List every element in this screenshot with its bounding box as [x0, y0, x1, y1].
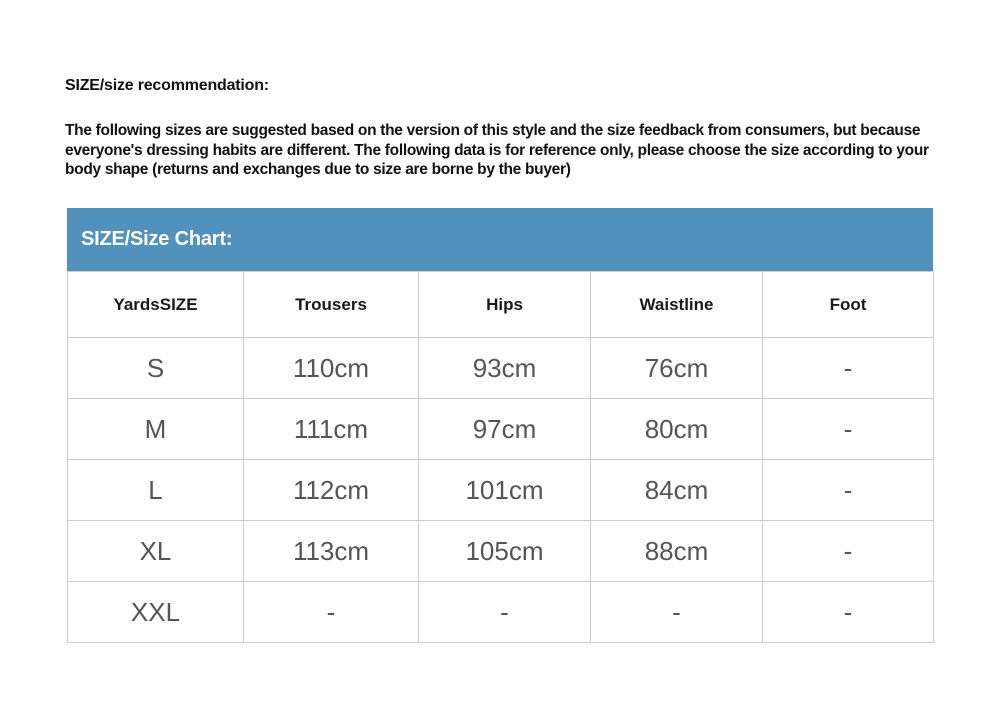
column-header-yardssize: YardsSIZE: [68, 272, 244, 338]
column-header-trousers: Trousers: [244, 272, 419, 338]
table-row: [68, 460, 934, 521]
size-label-cell: XXL: [68, 582, 244, 643]
measurement-cell: 105cm: [419, 521, 591, 582]
measurement-cell: 113cm: [244, 521, 419, 582]
column-header-waistline: Waistline: [591, 272, 763, 338]
size-label-cell: XL: [68, 521, 244, 582]
measurement-cell: -: [419, 582, 591, 643]
measurement-cell: -: [763, 582, 934, 643]
size-label-cell: M: [68, 399, 244, 460]
measurement-cell: 80cm: [591, 399, 763, 460]
table-row: [68, 521, 934, 582]
column-header-hips: Hips: [419, 272, 591, 338]
measurement-cell: 111cm: [244, 399, 419, 460]
measurement-cell: 112cm: [244, 460, 419, 521]
table-row: [68, 399, 934, 460]
size-chart-title: SIZE/Size Chart:: [81, 228, 233, 250]
measurement-cell: 76cm: [591, 338, 763, 399]
size-chart-title-bar: [67, 208, 933, 271]
measurement-cell: 101cm: [419, 460, 591, 521]
measurement-cell: 97cm: [419, 399, 591, 460]
measurement-cell: 110cm: [244, 338, 419, 399]
column-header-foot: Foot: [763, 272, 934, 338]
size-label-cell: L: [68, 460, 244, 521]
measurement-cell: -: [763, 338, 934, 399]
measurement-cell: -: [763, 521, 934, 582]
size-label-cell: S: [68, 338, 244, 399]
size-chart-table: [67, 271, 934, 643]
measurement-cell: 93cm: [419, 338, 591, 399]
measurement-cell: -: [244, 582, 419, 643]
table-row: [68, 338, 934, 399]
measurement-cell: 84cm: [591, 460, 763, 521]
measurement-cell: 88cm: [591, 521, 763, 582]
table-header-row: [68, 272, 934, 338]
size-recommendation-heading: SIZE/size recommendation:: [65, 77, 269, 94]
measurement-cell: -: [763, 460, 934, 521]
measurement-cell: -: [763, 399, 934, 460]
measurement-cell: -: [591, 582, 763, 643]
table-row: [68, 582, 934, 643]
size-recommendation-body: The following sizes are suggested based on the version of this style and the size feedback from consumers, but because everyone's dressing habits are different. The following data is for reference only, please choose the size according to your body shape (returns and exchanges due to size are borne by the buyer): [65, 122, 929, 178]
